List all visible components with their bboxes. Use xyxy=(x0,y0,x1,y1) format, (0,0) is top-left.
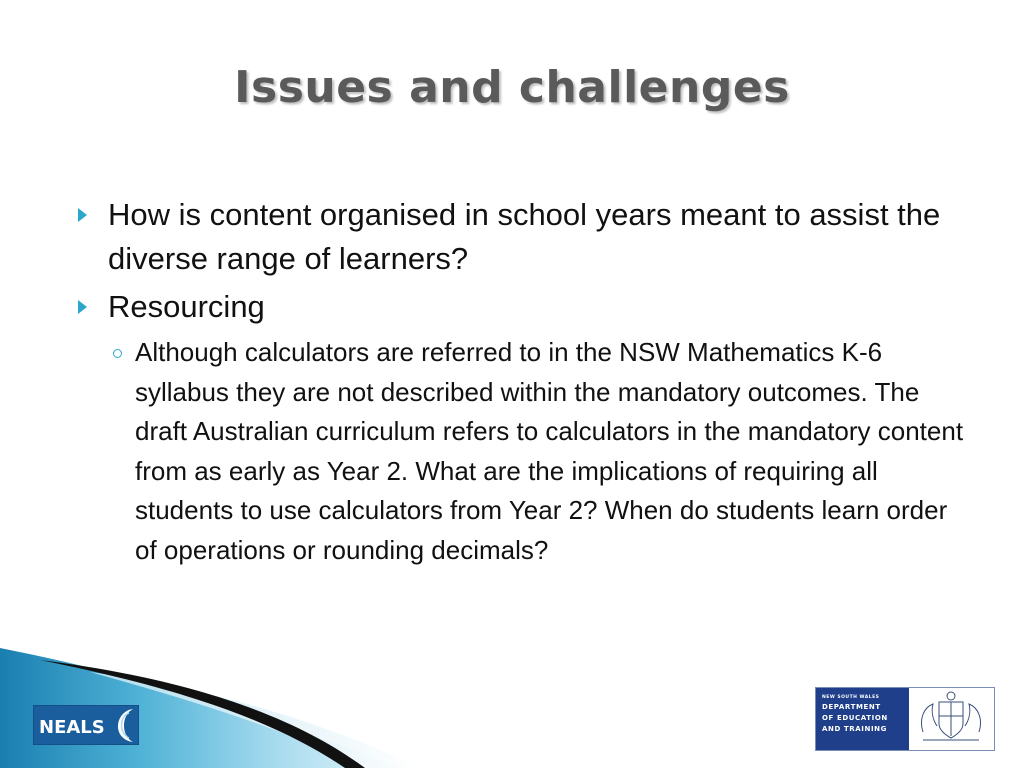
coat-of-arms-icon xyxy=(909,688,994,750)
neals-logo-text: NEALS xyxy=(39,717,105,738)
bullet-list xyxy=(78,193,978,570)
bullet-text: Resourcing xyxy=(108,289,265,324)
det-logo-line: NEW SOUTH WALES xyxy=(822,695,880,700)
bullet-item xyxy=(78,193,978,281)
neals-logo xyxy=(33,705,139,745)
nsw-det-logo xyxy=(815,687,995,751)
slide-title: Issues and challenges xyxy=(234,62,790,113)
det-logo-line: OF EDUCATION xyxy=(822,714,888,722)
triangle-arrow-icon xyxy=(78,208,87,222)
det-logo-line: AND TRAINING xyxy=(822,725,887,733)
det-logo-text xyxy=(816,688,909,750)
hollow-circle-icon xyxy=(113,349,122,358)
bullet-item xyxy=(78,285,978,329)
sub-bullet-text: Although calculators are referred to in the NSW Mathematics K-6 syllabus they are not described within the mandatory outcomes. The draft Australian curriculum refers to calculators in the mandatory content from as early as Year 2. What are the implications of requiring all students to use calculators from Year 2? When do students learn order of operations or rounding decimals? xyxy=(135,337,964,565)
det-logo-line: DEPARTMENT xyxy=(822,703,881,711)
triangle-arrow-icon xyxy=(78,300,87,314)
bullet-text: How is content organised in school years meant to assist the diverse range of learners? xyxy=(108,197,941,276)
sub-bullet-item xyxy=(135,333,965,570)
